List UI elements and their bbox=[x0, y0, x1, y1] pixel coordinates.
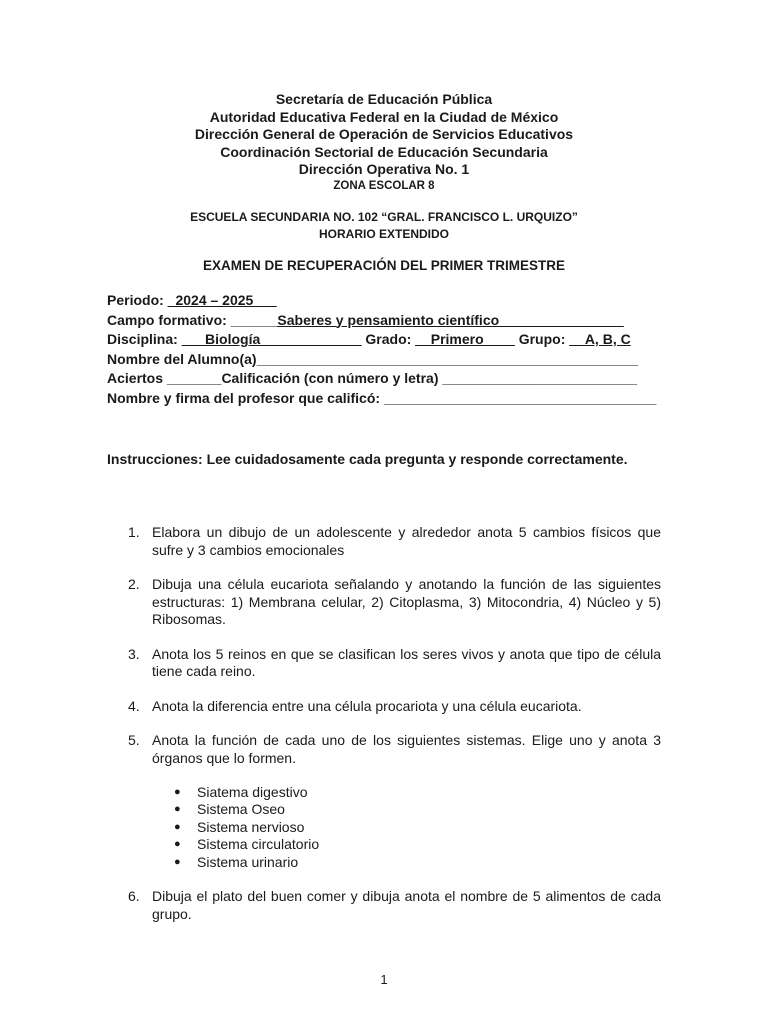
calificacion-label: Calificación (con número y letra) bbox=[221, 370, 443, 386]
exam-title: EXAMEN DE RECUPERACIÓN DEL PRIMER TRIMESTRE bbox=[202, 258, 566, 273]
disciplina-label: Disciplina: bbox=[107, 331, 182, 347]
campo-blank: ______ bbox=[230, 311, 278, 328]
grupo-label: Grupo: bbox=[514, 331, 570, 347]
campo-label: Campo formativo: bbox=[107, 311, 231, 328]
profesor-label: Nombre y firma del profesor que calificó: bbox=[107, 389, 384, 406]
document-header bbox=[0, 91, 768, 194]
question-list bbox=[107, 524, 661, 940]
disciplina-row bbox=[107, 330, 667, 350]
bullet-icon: ● bbox=[174, 838, 181, 851]
system-name: Siatema digestivo bbox=[197, 784, 308, 800]
question-text: Anota la diferencia entre una célula procariota y una célula eucariota. bbox=[152, 697, 582, 714]
bullet-icon: ● bbox=[174, 820, 181, 833]
question-text: Dibuja una célula eucariota señalando y anotando la función de las siguientes estructuras: 1) Membrana celular, 2) Citoplasma, 3) Mitocondria, 4) Núcleo y 5) Ribosomas. bbox=[152, 576, 661, 627]
question-item bbox=[107, 698, 661, 716]
bullet-icon: ● bbox=[174, 786, 181, 798]
campo-formativo-row bbox=[107, 311, 667, 331]
system-name: Sistema nervioso bbox=[197, 818, 305, 835]
school-schedule: HORARIO EXTENDIDO bbox=[318, 227, 449, 241]
question-number: 4. bbox=[128, 697, 140, 714]
question-number: 3. bbox=[128, 645, 140, 662]
header-line-coordinacion: Coordinación Sectorial de Educación Secundaria bbox=[220, 143, 548, 160]
header-line-zona: ZONA ESCOLAR 8 bbox=[333, 179, 435, 192]
system-name: Sistema circulatorio bbox=[197, 836, 320, 853]
system-list-item bbox=[152, 801, 661, 818]
aciertos-blank: _______ bbox=[166, 370, 222, 386]
question-number: 5. bbox=[128, 732, 140, 748]
page-number: 1 bbox=[380, 972, 388, 987]
question-item bbox=[107, 646, 661, 681]
question-item bbox=[107, 524, 661, 559]
periodo-row bbox=[107, 291, 667, 311]
periodo-value: _2024 – 2025___ bbox=[167, 292, 277, 308]
question-text: Anota la función de cada uno de los siguientes sistemas. Elige uno y anota 3 órganos que lo formen. bbox=[152, 732, 661, 766]
school-block bbox=[0, 209, 768, 243]
grupo-value: __A, B, C bbox=[569, 331, 631, 347]
alumno-blank: _________________________________________________ bbox=[256, 350, 639, 367]
grado-label: Grado: bbox=[361, 331, 416, 347]
alumno-label: Nombre del Alumno(a) bbox=[107, 350, 257, 367]
question-text: Elabora un dibujo de un adolescente y alrededor anota 5 cambios físicos que sufre y 3 cambios emocionales bbox=[152, 524, 661, 558]
bullet-icon: ● bbox=[174, 855, 181, 868]
system-name: Sistema urinario bbox=[197, 853, 299, 870]
question-number: 1. bbox=[128, 524, 140, 540]
system-list-item bbox=[152, 854, 661, 871]
question-item bbox=[107, 888, 661, 923]
profesor-row bbox=[107, 389, 667, 409]
header-line-direccion: Dirección Operativa No. 1 bbox=[298, 161, 470, 177]
student-info-fields bbox=[107, 291, 667, 408]
question-number: 2. bbox=[128, 576, 140, 592]
system-list-item bbox=[152, 819, 661, 836]
profesor-blank: ___________________________________ bbox=[383, 389, 657, 406]
question-text: Dibuja el plato del buen comer y dibuja anota el nombre de 5 alimentos de cada grupo. bbox=[152, 888, 661, 922]
calificacion-blank: _________________________ bbox=[442, 370, 638, 386]
school-name: ESCUELA SECUNDARIA NO. 102 “GRAL. FRANCISCO L. URQUIZO” bbox=[190, 210, 578, 224]
instructions: Instrucciones: Lee cuidadosamente cada pregunta y responde correctamente. bbox=[107, 451, 628, 467]
alumno-row bbox=[107, 350, 667, 370]
question-number: 6. bbox=[128, 888, 140, 905]
system-list-item bbox=[152, 784, 661, 801]
header-line-dgose: Dirección General de Operación de Servicios Educativos bbox=[194, 126, 574, 142]
header-line-sep: Secretaría de Educación Pública bbox=[275, 91, 493, 107]
question-item bbox=[107, 732, 661, 871]
periodo-label: Periodo: bbox=[107, 292, 168, 308]
grado-value: __Primero____ bbox=[415, 331, 515, 347]
systems-list bbox=[152, 784, 661, 871]
question-item bbox=[107, 576, 661, 629]
system-list-item bbox=[152, 836, 661, 853]
bullet-icon: ● bbox=[174, 803, 181, 816]
disciplina-value: ___Biología_____________ bbox=[181, 331, 362, 347]
question-text: Anota los 5 reinos en que se clasifican los seres vivos y anota que tipo de célula tiene cada reino. bbox=[152, 645, 661, 679]
header-line-aefcm: Autoridad Educativa Federal en la Ciudad de México bbox=[209, 108, 559, 125]
aciertos-row bbox=[107, 369, 667, 389]
campo-value: Saberes y pensamiento científico________________ bbox=[277, 311, 624, 328]
aciertos-label: Aciertos bbox=[107, 370, 167, 386]
system-name: Sistema Oseo bbox=[197, 801, 285, 818]
